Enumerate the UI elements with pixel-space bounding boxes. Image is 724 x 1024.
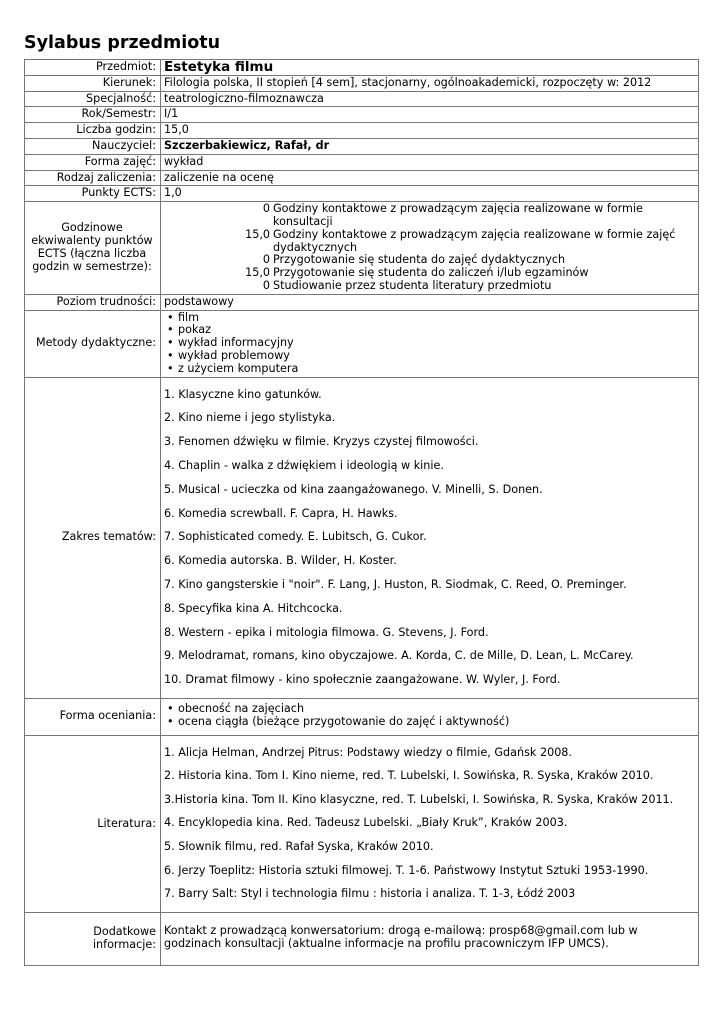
- topic-item: 3. Fenomen dźwięku w filmie. Kryzys czystej filmowości.: [164, 435, 479, 449]
- row-tematy: [25, 377, 699, 699]
- hours-row: [164, 229, 695, 255]
- row-przedmiot: [25, 60, 699, 76]
- list-item: • wykład informacyjny: [164, 337, 695, 350]
- value-specjalnosc: teatrologiczno-filmoznawcza: [161, 91, 699, 107]
- value-tematy: [161, 377, 699, 699]
- topic-item: 2. Kino nieme i jego stylistyka.: [164, 411, 336, 425]
- literature-item: 5. Słownik filmu, red. Rafał Syska, Kraków 2010.: [164, 840, 434, 854]
- row-zaliczenie: [25, 170, 699, 186]
- topic-item: 8. Specyfika kina A. Hitchcocka.: [164, 601, 343, 615]
- list-item: • wykład problemowy: [164, 350, 695, 363]
- topic-item: 7. Kino gangsterskie i "noir". F. Lang, J. Huston, R. Siodmak, C. Reed, O. Preminger.: [164, 577, 627, 591]
- value-przedmiot: Estetyka filmu: [161, 60, 699, 76]
- value-rok: I/1: [161, 107, 699, 123]
- label-metody: Metody dydaktyczne:: [25, 310, 161, 377]
- value-literatura: [161, 735, 699, 913]
- value-nauczyciel: Szczerbakiewicz, Rafał, dr: [161, 138, 699, 154]
- literature-item: 3.Historia kina. Tom II. Kino klasyczne, red. T. Lubelski, I. Sowińska, R. Syska, Kraków 2011.: [164, 792, 674, 806]
- value-ects: 1,0: [161, 186, 699, 202]
- row-rok: [25, 107, 699, 123]
- page-title: Sylabus przedmiotu: [24, 33, 221, 53]
- label-godziny: Liczba godzin:: [25, 123, 161, 139]
- methods-list: [164, 312, 695, 376]
- list-item: • ocena ciągła (bieżące przygotowanie do zajęć i aktywność): [164, 716, 695, 729]
- hours-description: Przygotowanie się studenta do zajęć dydaktycznych: [273, 253, 566, 267]
- topic-item: 1. Klasyczne kino gatunków.: [164, 387, 322, 401]
- label-ocenianie: Forma oceniania:: [25, 699, 161, 736]
- value-zaliczenie: zaliczenie na ocenę: [161, 170, 699, 186]
- topic-item: 10. Dramat filmowy - kino społecznie zaangażowane. W. Wyler, J. Ford.: [164, 673, 561, 687]
- row-metody: [25, 310, 699, 377]
- list-item: • obecność na zajęciach: [164, 703, 695, 716]
- value-metody: [161, 310, 699, 377]
- value-poziom: podstawowy: [161, 294, 699, 310]
- value-godziny: 15,0: [161, 123, 699, 139]
- literature-item: 6. Jerzy Toeplitz: Historia sztuki filmowej. T. 1-6. Państwowy Instytut Sztuki 1953-1990.: [164, 863, 649, 877]
- label-tematy: Zakres tematów:: [25, 377, 161, 699]
- list-item: • pokaz: [164, 324, 695, 337]
- row-nauczyciel: [25, 138, 699, 154]
- topic-item: 5. Musical - ucieczka od kina zaangażowanego. V. Minelli, S. Donen.: [164, 482, 543, 496]
- hours-description: Studiowanie przez studenta literatury przedmiotu: [273, 278, 552, 292]
- label-zaliczenie: Rodzaj zaliczenia:: [25, 170, 161, 186]
- value-forma: wykład: [161, 154, 699, 170]
- hours-value: 0: [262, 253, 270, 267]
- label-dodatkowe: Dodatkowe informacje:: [25, 913, 161, 966]
- literature-item: 4. Encyklopedia kina. Red. Tadeusz Lubelski. „Biały Kruk”, Kraków 2003.: [164, 816, 568, 830]
- hours-description: Godziny kontaktowe z prowadzącym zajęcia realizowane w formie konsultacji: [273, 202, 643, 228]
- syllabus-table: [24, 59, 699, 966]
- label-poziom: Poziom trudności:: [25, 294, 161, 310]
- row-ects: [25, 186, 699, 202]
- row-poziom: [25, 294, 699, 310]
- hours-row: [164, 203, 695, 229]
- row-specjalnosc: [25, 91, 699, 107]
- label-specjalnosc: Specjalność:: [25, 91, 161, 107]
- list-item: • z użyciem komputera: [164, 363, 695, 376]
- topic-item: 6. Komedia screwball. F. Capra, H. Hawks.: [164, 506, 398, 520]
- label-kierunek: Kierunek:: [25, 75, 161, 91]
- assessment-list: [164, 703, 695, 729]
- label-rok: Rok/Semestr:: [25, 107, 161, 123]
- row-dodatkowe: [25, 913, 699, 966]
- label-literatura: Literatura:: [25, 735, 161, 913]
- row-kierunek: [25, 75, 699, 91]
- hours-value: 15,0: [245, 266, 270, 280]
- row-forma: [25, 154, 699, 170]
- label-przedmiot: Przedmiot:: [25, 60, 161, 76]
- literature-item: 1. Alicja Helman, Andrzej Pitrus: Podstawy wiedzy o filmie, Gdańsk 2008.: [164, 745, 572, 759]
- hours-description: Przygotowanie się studenta do zaliczeń i/lub egzaminów: [273, 266, 589, 280]
- literature-item: 7. Barry Salt: Styl i technologia filmu : historia i analiza. T. 1-3, Łódź 2003: [164, 887, 576, 901]
- literature-item: 2. Historia kina. Tom I. Kino nieme, red. T. Lubelski, I. Sowińska, R. Syska, Kraków 2010.: [164, 769, 654, 783]
- topic-item: 4. Chaplin - walka z dźwiękiem i ideologią w kinie.: [164, 458, 444, 472]
- value-ekwiwalenty: [161, 202, 699, 295]
- hours-value: 0: [262, 202, 270, 216]
- value-kierunek: Filologia polska, II stopień [4 sem], stacjonarny, ogólnoakademicki, rozpoczęty w: 2012: [161, 75, 699, 91]
- label-ects: Punkty ECTS:: [25, 186, 161, 202]
- hours-value: 0: [262, 278, 270, 292]
- row-ocenianie: [25, 699, 699, 736]
- label-ekwiwalenty: Godzinowe ekwiwalenty punktów ECTS (łączna liczba godzin w semestrze):: [25, 202, 161, 295]
- hours-row: [164, 280, 695, 293]
- topic-item: 7. Sophisticated comedy. E. Lubitsch, G. Cukor.: [164, 530, 427, 544]
- label-forma: Forma zajęć:: [25, 154, 161, 170]
- value-ocenianie: [161, 699, 699, 736]
- topic-item: 6. Komedia autorska. B. Wilder, H. Koster.: [164, 554, 397, 568]
- topic-item: 9. Melodramat, romans, kino obyczajowe. A. Korda, C. de Mille, D. Lean, L. McCarey.: [164, 649, 634, 663]
- topic-item: 8. Western - epika i mitologia filmowa. G. Stevens, J. Ford.: [164, 625, 489, 639]
- label-nauczyciel: Nauczyciel:: [25, 138, 161, 154]
- row-literatura: [25, 735, 699, 913]
- hours-value: 15,0: [245, 227, 270, 241]
- hours-description: Godziny kontaktowe z prowadzącym zajęcia realizowane w formie zajęć dydaktycznych: [273, 227, 676, 254]
- row-ekwiwalenty: [25, 202, 699, 295]
- row-godziny: [25, 123, 699, 139]
- value-dodatkowe: Kontakt z prowadzącą konwersatorium: drogą e-mailową: prosp68@gmail.com lub w godzinach konsultacji (aktualne informacje na profilu pracowniczym IFP UMCS).: [161, 913, 699, 966]
- list-item: • film: [164, 312, 695, 325]
